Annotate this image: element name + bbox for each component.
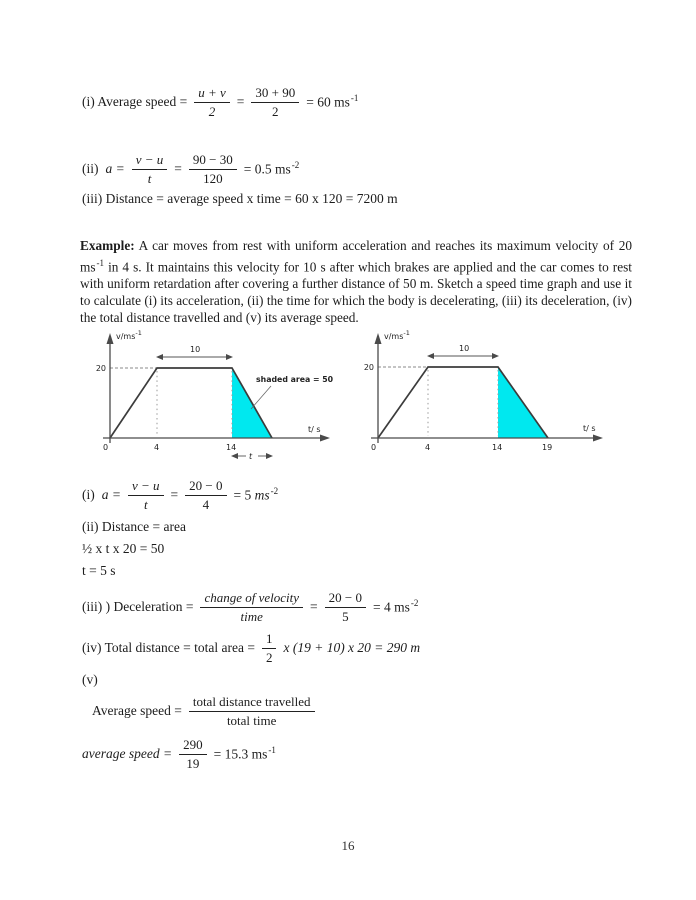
example-paragraph [80, 238, 632, 326]
equation-result: = 60 $ms^{-1}$ [306, 93, 359, 110]
fraction-v-minus-u-over-t: $\frac{v - u}{t}$ [132, 152, 168, 186]
fraction-total-distance-over-total-time: $\frac{\text{total distance travelled}}{\text{total time}}$ [189, 694, 315, 728]
page-number: 16 [341, 838, 355, 853]
variable-a: a = [101, 487, 121, 503]
equation-lead: (ii) [82, 161, 99, 177]
x-axis-arrow-icon [593, 435, 603, 442]
x-tick-0: 0 [103, 443, 109, 452]
speed-time-graph-left [85, 325, 347, 470]
average-speed-value [82, 737, 276, 771]
y-axis-arrow-icon [107, 333, 114, 344]
solution-v-label: (v) [82, 672, 98, 687]
equation-tail: x (19 + 10) x 20 = 290 m [283, 640, 421, 656]
fraction-20-minus-0-over-4: $\frac{20 - 0}{4}$ [185, 478, 226, 512]
fraction-change-of-velocity-over-time: $\frac{\text{change of velocity}}{\text{time}}$ [200, 590, 303, 624]
dim-arrow-right-icon [492, 353, 499, 359]
equation-result: = 0.5 $ms^{-2}$ [243, 160, 300, 177]
bottom-dim-label-t: t [249, 452, 253, 461]
equation-lead: average speed = [82, 746, 173, 762]
fraction-30-plus-90-over-2: $\frac{30 + 90}{2}$ [251, 85, 299, 119]
y-tick-20: 20 [95, 364, 106, 373]
dim-arrow-left-icon [156, 354, 163, 360]
dim-label-10: 10 [459, 344, 470, 353]
solution-distance-area: (ii) Distance = area [82, 519, 186, 534]
fraction-one-half: $\frac{1}{2}$ [262, 631, 277, 665]
variable-a: a = [105, 161, 125, 177]
fraction-u-plus-v-over-2: $\frac{u + v}{2}$ [194, 85, 230, 119]
fraction-290-over-19: $\frac{290}{19}$ [179, 737, 207, 771]
equals-sign: = [236, 94, 245, 110]
equation-lead: (i) Average speed = [82, 94, 188, 110]
x-tick-14: 14 [492, 443, 503, 452]
annotation-pointer [251, 386, 271, 409]
bottom-dim-arrow-right-icon [266, 453, 273, 459]
equation-lead: (i) [82, 487, 95, 503]
example-text-1: A car moves from rest with uniform acceleration and reaches its maximum velocity of 20 ms [80, 238, 632, 275]
equation-lead: (iv) Total distance = total area = [82, 640, 255, 656]
equals-sign: = [170, 487, 179, 503]
y-tick-20: 20 [363, 363, 374, 372]
dim-arrow-right-icon [226, 354, 233, 360]
speed-time-graph-right [358, 325, 620, 470]
fraction-90-minus-30-over-120: $\frac{90 - 30}{120}$ [189, 152, 237, 186]
y-axis-arrow-icon [375, 333, 382, 344]
equation-lead: Average speed = [92, 703, 182, 719]
solution-deceleration [82, 590, 418, 624]
shaded-area-annotation: shaded area = 50 [256, 375, 334, 384]
equation-distance: (iii) Distance = average speed x time = 60 x 120 = 7200 m [82, 191, 398, 206]
x-tick-0: 0 [371, 443, 377, 452]
x-tick-4: 4 [154, 443, 160, 452]
x-tick-19: 19 [542, 443, 553, 452]
example-label: Example: [80, 238, 135, 253]
y-axis-label: $v/ms^{-1}$ [384, 329, 410, 341]
equation-average-speed [82, 85, 358, 119]
equation-acceleration [82, 152, 299, 186]
fraction-v-minus-u-over-t: $\frac{v - u}{t}$ [128, 478, 164, 512]
equals-sign: = [174, 161, 182, 177]
x-axis-label: t/ s [308, 425, 321, 434]
dim-arrow-left-icon [427, 353, 434, 359]
dim-label-10: 10 [190, 345, 201, 354]
bottom-dim-arrow-left-icon [231, 453, 238, 459]
average-speed-definition [92, 694, 315, 728]
y-axis-label: $v/ms^{-1}$ [116, 329, 142, 341]
x-tick-14: 14 [226, 443, 237, 452]
equation-result: = 15.3 $ms^{-1}$ [213, 745, 276, 762]
solution-half-area: ½ x t x 20 = 50 [82, 541, 165, 556]
solution-total-distance [82, 631, 420, 665]
x-tick-4: 4 [425, 443, 431, 452]
equation-lead: (iii) ) Deceleration = [82, 599, 194, 615]
equals-sign: = [310, 599, 318, 615]
equation-result: = 4 $ms^{-2}$ [372, 598, 419, 615]
solution-acceleration [82, 478, 278, 512]
example-text-2: in 4 s. It maintains this velocity for 10 s after which brakes are applied and the car comes to rest with uniform retardation after covering a further distance of 50 m. Sketch a speed time graph and use it to calculate (i) its acceleration, (ii) the time for which the body is decelerating, (iii) its deceleration, (iv) the total distance travelled and (v) its average speed. [80, 259, 632, 325]
example-sup: -1 [96, 257, 105, 268]
x-axis-label: t/ s [583, 424, 596, 433]
x-axis-arrow-icon [320, 435, 330, 442]
solution-time: t = 5 s [82, 563, 116, 578]
equation-result: = 5 $ms^{-2}$ [233, 486, 279, 503]
fraction-20-minus-0-over-5: $\frac{20 - 0}{5}$ [325, 590, 366, 624]
